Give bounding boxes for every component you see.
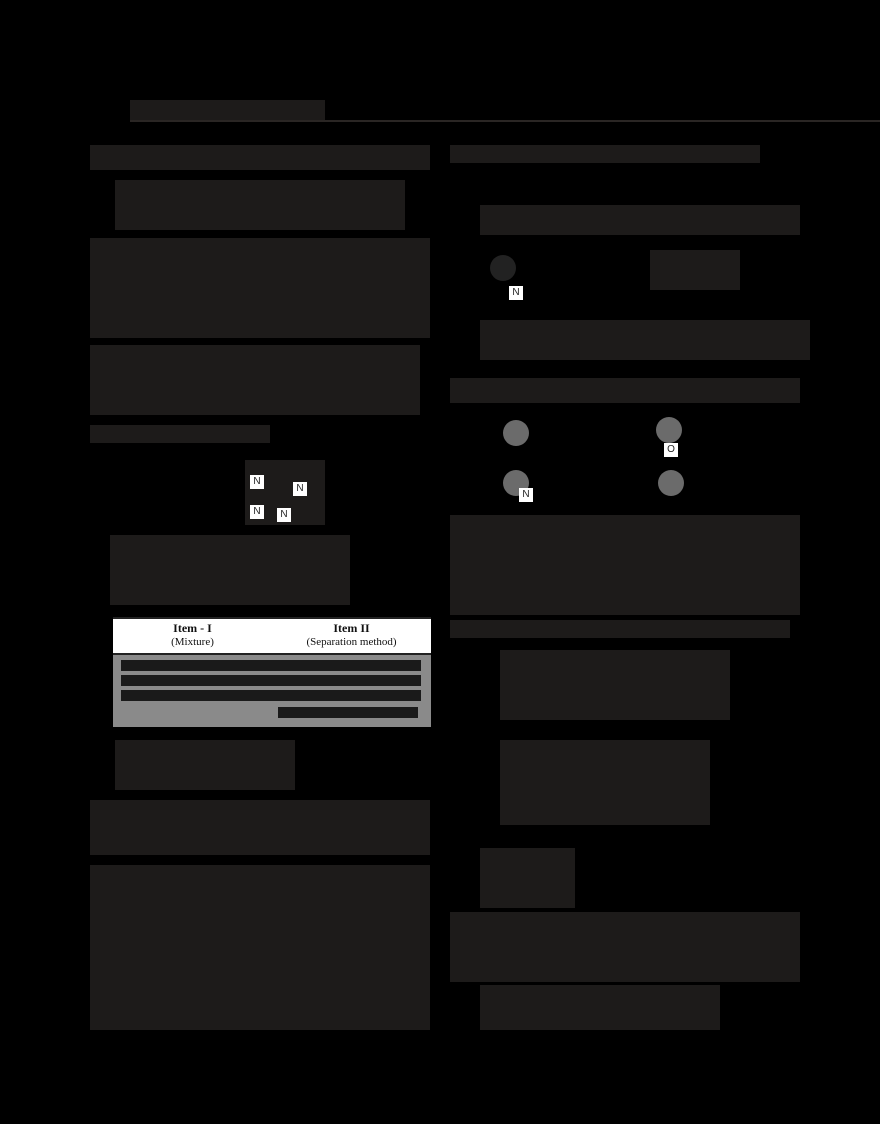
structure-diagram [500, 740, 710, 825]
nitrogen-label: N [293, 482, 307, 496]
nitrogen-label: N [250, 475, 264, 489]
table-row [278, 707, 418, 718]
question-text-block [90, 345, 420, 415]
question-text-block [450, 912, 800, 982]
oxygen-label: O [664, 443, 678, 457]
question-text-block [450, 620, 790, 638]
structure-option [495, 415, 540, 455]
question-text-block [90, 865, 430, 1030]
structure-option [495, 465, 540, 505]
question-text-block [90, 800, 430, 855]
question-text-block [450, 378, 800, 403]
question-text-block [450, 145, 760, 163]
question-options-block [115, 180, 405, 230]
nitrogen-label: N [509, 286, 523, 300]
col-header-mixture: Item - I (Mixture) [171, 621, 214, 648]
page-header-rule [130, 120, 880, 122]
col-header-separation: Item II (Separation method) [306, 621, 397, 648]
question-options-block [115, 740, 295, 790]
question-options-block [110, 535, 350, 605]
nitrogen-label: N [277, 508, 291, 522]
structure-option [480, 320, 810, 360]
question-text-block [90, 425, 270, 443]
table-header [113, 617, 431, 655]
structure-option [650, 465, 700, 505]
match-table [113, 617, 431, 727]
table-row [121, 660, 421, 671]
structure-option [650, 415, 700, 460]
question-options-block [480, 985, 720, 1030]
nitrogen-label: N [519, 488, 533, 502]
question-options-block [480, 848, 575, 908]
table-row [121, 690, 421, 701]
table-row [121, 675, 421, 686]
structure-diagram [500, 650, 730, 720]
triazine-structure [225, 450, 335, 530]
question-text-block [90, 238, 430, 338]
question-text-block [480, 205, 800, 235]
question-text-block [450, 515, 800, 615]
structure-option [650, 250, 740, 290]
section-title [130, 100, 325, 120]
nitrogen-label: N [250, 505, 264, 519]
structure-option [485, 250, 545, 305]
question-text-block [90, 145, 430, 170]
